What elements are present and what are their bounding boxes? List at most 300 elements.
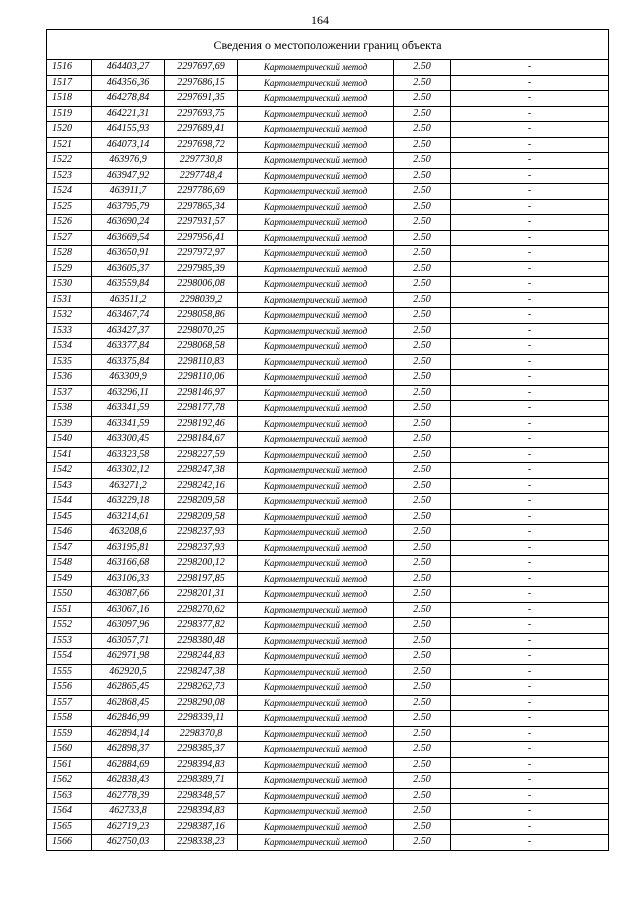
- coordinate-y-cell: 2298177,78: [165, 401, 238, 417]
- coordinate-x-cell: 463166,68: [92, 556, 165, 572]
- point-number-cell: 1533: [47, 323, 92, 339]
- description-cell: -: [451, 292, 609, 308]
- point-number-cell: 1535: [47, 354, 92, 370]
- method-cell: Картометрический метод: [238, 633, 394, 649]
- coordinate-x-cell: 463976,9: [92, 153, 165, 169]
- method-cell: Картометрический метод: [238, 525, 394, 541]
- boundary-table-sheet: [46, 29, 608, 851]
- coordinate-x-cell: 463323,58: [92, 447, 165, 463]
- description-cell: -: [451, 602, 609, 618]
- point-number-cell: 1529: [47, 261, 92, 277]
- point-number-cell: 1531: [47, 292, 92, 308]
- precision-cell: 2.50: [394, 711, 451, 727]
- description-cell: -: [451, 835, 609, 851]
- coordinate-x-cell: 462898,37: [92, 742, 165, 758]
- method-cell: Картометрический метод: [238, 168, 394, 184]
- method-cell: Картометрический метод: [238, 757, 394, 773]
- method-cell: Картометрический метод: [238, 711, 394, 727]
- table-row: [47, 277, 609, 293]
- description-cell: -: [451, 432, 609, 448]
- coordinate-x-cell: 463208,6: [92, 525, 165, 541]
- description-cell: -: [451, 153, 609, 169]
- method-cell: Картометрический метод: [238, 153, 394, 169]
- method-cell: Картометрический метод: [238, 60, 394, 76]
- coordinate-y-cell: 2297693,75: [165, 106, 238, 122]
- description-cell: -: [451, 122, 609, 138]
- precision-cell: 2.50: [394, 370, 451, 386]
- description-cell: -: [451, 556, 609, 572]
- point-number-cell: 1564: [47, 804, 92, 820]
- description-cell: -: [451, 773, 609, 789]
- description-cell: -: [451, 137, 609, 153]
- precision-cell: 2.50: [394, 168, 451, 184]
- boundary-coordinates-table: [46, 29, 609, 851]
- point-number-cell: 1555: [47, 664, 92, 680]
- coordinate-x-cell: 463511,2: [92, 292, 165, 308]
- table-row: [47, 401, 609, 417]
- precision-cell: 2.50: [394, 587, 451, 603]
- precision-cell: 2.50: [394, 571, 451, 587]
- coordinate-x-cell: 462884,69: [92, 757, 165, 773]
- description-cell: -: [451, 323, 609, 339]
- coordinate-x-cell: 463559,84: [92, 277, 165, 293]
- coordinate-x-cell: 464278,84: [92, 91, 165, 107]
- point-number-cell: 1542: [47, 463, 92, 479]
- table-row: [47, 153, 609, 169]
- precision-cell: 2.50: [394, 447, 451, 463]
- method-cell: Картометрический метод: [238, 835, 394, 851]
- coordinate-x-cell: 463300,45: [92, 432, 165, 448]
- point-number-cell: 1549: [47, 571, 92, 587]
- precision-cell: 2.50: [394, 308, 451, 324]
- point-number-cell: 1523: [47, 168, 92, 184]
- table-row: [47, 726, 609, 742]
- point-number-cell: 1553: [47, 633, 92, 649]
- coordinate-y-cell: 2298209,58: [165, 494, 238, 510]
- coordinate-x-cell: 463669,54: [92, 230, 165, 246]
- table-row: [47, 587, 609, 603]
- table-row: [47, 835, 609, 851]
- coordinate-x-cell: 463296,11: [92, 385, 165, 401]
- coordinate-x-cell: 464356,36: [92, 75, 165, 91]
- coordinate-x-cell: 463229,18: [92, 494, 165, 510]
- coordinate-x-cell: 463214,61: [92, 509, 165, 525]
- table-row: [47, 354, 609, 370]
- coordinate-x-cell: 463195,81: [92, 540, 165, 556]
- coordinate-y-cell: 2297748,4: [165, 168, 238, 184]
- table-row: [47, 416, 609, 432]
- description-cell: -: [451, 757, 609, 773]
- coordinate-y-cell: 2298146,97: [165, 385, 238, 401]
- coordinate-y-cell: 2298377,82: [165, 618, 238, 634]
- coordinate-x-cell: 463302,12: [92, 463, 165, 479]
- coordinate-y-cell: 2298380,48: [165, 633, 238, 649]
- point-number-cell: 1558: [47, 711, 92, 727]
- coordinate-y-cell: 2298110,06: [165, 370, 238, 386]
- coordinate-x-cell: 464155,93: [92, 122, 165, 138]
- table-title: Сведения о местоположении границ объекта: [47, 30, 609, 60]
- coordinate-y-cell: 2298237,93: [165, 540, 238, 556]
- precision-cell: 2.50: [394, 664, 451, 680]
- point-number-cell: 1557: [47, 695, 92, 711]
- coordinate-y-cell: 2297972,97: [165, 246, 238, 262]
- point-number-cell: 1551: [47, 602, 92, 618]
- coordinate-y-cell: 2298209,58: [165, 509, 238, 525]
- point-number-cell: 1522: [47, 153, 92, 169]
- point-number-cell: 1536: [47, 370, 92, 386]
- coordinate-y-cell: 2298339,11: [165, 711, 238, 727]
- method-cell: Картометрический метод: [238, 91, 394, 107]
- coordinate-y-cell: 2298370,8: [165, 726, 238, 742]
- description-cell: -: [451, 571, 609, 587]
- table-row: [47, 199, 609, 215]
- coordinate-y-cell: 2297730,8: [165, 153, 238, 169]
- point-number-cell: 1552: [47, 618, 92, 634]
- description-cell: -: [451, 308, 609, 324]
- coordinate-x-cell: 463690,24: [92, 215, 165, 231]
- point-number-cell: 1545: [47, 509, 92, 525]
- point-number-cell: 1532: [47, 308, 92, 324]
- description-cell: -: [451, 509, 609, 525]
- coordinate-x-cell: 463309,9: [92, 370, 165, 386]
- table-row: [47, 184, 609, 200]
- description-cell: -: [451, 385, 609, 401]
- description-cell: -: [451, 494, 609, 510]
- precision-cell: 2.50: [394, 478, 451, 494]
- coordinate-y-cell: 2298200,12: [165, 556, 238, 572]
- description-cell: -: [451, 199, 609, 215]
- point-number-cell: 1516: [47, 60, 92, 76]
- coordinate-y-cell: 2298070,25: [165, 323, 238, 339]
- coordinate-x-cell: 463341,59: [92, 416, 165, 432]
- precision-cell: 2.50: [394, 277, 451, 293]
- table-row: [47, 494, 609, 510]
- table-row: [47, 60, 609, 76]
- coordinate-y-cell: 2298201,31: [165, 587, 238, 603]
- coordinate-y-cell: 2297786,69: [165, 184, 238, 200]
- table-row: [47, 122, 609, 138]
- table-row: [47, 680, 609, 696]
- point-number-cell: 1526: [47, 215, 92, 231]
- table-row: [47, 106, 609, 122]
- method-cell: Картометрический метод: [238, 75, 394, 91]
- precision-cell: 2.50: [394, 602, 451, 618]
- description-cell: -: [451, 711, 609, 727]
- coordinate-x-cell: 463067,16: [92, 602, 165, 618]
- coordinate-y-cell: 2297985,39: [165, 261, 238, 277]
- description-cell: -: [451, 168, 609, 184]
- coordinate-y-cell: 2298068,58: [165, 339, 238, 355]
- precision-cell: 2.50: [394, 137, 451, 153]
- coordinate-x-cell: 463271,2: [92, 478, 165, 494]
- description-cell: -: [451, 370, 609, 386]
- description-cell: -: [451, 478, 609, 494]
- precision-cell: 2.50: [394, 354, 451, 370]
- method-cell: Картометрический метод: [238, 478, 394, 494]
- description-cell: -: [451, 91, 609, 107]
- coordinate-x-cell: 463087,66: [92, 587, 165, 603]
- table-row: [47, 385, 609, 401]
- point-number-cell: 1524: [47, 184, 92, 200]
- table-row: [47, 230, 609, 246]
- description-cell: -: [451, 525, 609, 541]
- description-cell: -: [451, 633, 609, 649]
- coordinate-y-cell: 2297931,57: [165, 215, 238, 231]
- page-number: 164: [311, 13, 329, 27]
- coordinate-x-cell: 462865,45: [92, 680, 165, 696]
- table-row: [47, 215, 609, 231]
- precision-cell: 2.50: [394, 261, 451, 277]
- coordinate-x-cell: 464221,31: [92, 106, 165, 122]
- point-number-cell: 1548: [47, 556, 92, 572]
- method-cell: Картометрический метод: [238, 308, 394, 324]
- table-row: [47, 695, 609, 711]
- coordinate-x-cell: 463427,37: [92, 323, 165, 339]
- coordinate-x-cell: 462894,14: [92, 726, 165, 742]
- method-cell: Картометрический метод: [238, 618, 394, 634]
- precision-cell: 2.50: [394, 742, 451, 758]
- precision-cell: 2.50: [394, 122, 451, 138]
- table-row: [47, 478, 609, 494]
- point-number-cell: 1563: [47, 788, 92, 804]
- coordinate-y-cell: 2297689,41: [165, 122, 238, 138]
- precision-cell: 2.50: [394, 788, 451, 804]
- precision-cell: 2.50: [394, 91, 451, 107]
- method-cell: Картометрический метод: [238, 199, 394, 215]
- precision-cell: 2.50: [394, 153, 451, 169]
- precision-cell: 2.50: [394, 540, 451, 556]
- description-cell: -: [451, 354, 609, 370]
- description-cell: -: [451, 246, 609, 262]
- precision-cell: 2.50: [394, 215, 451, 231]
- precision-cell: 2.50: [394, 494, 451, 510]
- description-cell: -: [451, 261, 609, 277]
- table-row: [47, 168, 609, 184]
- table-row: [47, 323, 609, 339]
- method-cell: Картометрический метод: [238, 370, 394, 386]
- point-number-cell: 1534: [47, 339, 92, 355]
- method-cell: Картометрический метод: [238, 540, 394, 556]
- point-number-cell: 1554: [47, 649, 92, 665]
- method-cell: Картометрический метод: [238, 680, 394, 696]
- coordinate-y-cell: 2298394,83: [165, 757, 238, 773]
- table-row: [47, 742, 609, 758]
- method-cell: Картометрический метод: [238, 463, 394, 479]
- precision-cell: 2.50: [394, 726, 451, 742]
- method-cell: Картометрический метод: [238, 122, 394, 138]
- precision-cell: 2.50: [394, 385, 451, 401]
- point-number-cell: 1525: [47, 199, 92, 215]
- precision-cell: 2.50: [394, 184, 451, 200]
- method-cell: Картометрический метод: [238, 215, 394, 231]
- method-cell: Картометрический метод: [238, 277, 394, 293]
- table-row: [47, 246, 609, 262]
- coordinate-x-cell: 462920,5: [92, 664, 165, 680]
- coordinate-y-cell: 2298006,08: [165, 277, 238, 293]
- coordinate-x-cell: 463106,33: [92, 571, 165, 587]
- precision-cell: 2.50: [394, 819, 451, 835]
- coordinate-y-cell: 2298244,83: [165, 649, 238, 665]
- method-cell: Картометрический метод: [238, 494, 394, 510]
- precision-cell: 2.50: [394, 339, 451, 355]
- description-cell: -: [451, 680, 609, 696]
- method-cell: Картометрический метод: [238, 509, 394, 525]
- method-cell: Картометрический метод: [238, 819, 394, 835]
- precision-cell: 2.50: [394, 432, 451, 448]
- coordinate-y-cell: 2297686,15: [165, 75, 238, 91]
- method-cell: Картометрический метод: [238, 773, 394, 789]
- precision-cell: 2.50: [394, 60, 451, 76]
- coordinate-y-cell: 2297698,72: [165, 137, 238, 153]
- table-row: [47, 447, 609, 463]
- table-row: [47, 370, 609, 386]
- method-cell: Картометрический метод: [238, 447, 394, 463]
- table-row: [47, 75, 609, 91]
- coordinate-y-cell: 2298110,83: [165, 354, 238, 370]
- coordinate-x-cell: 463057,71: [92, 633, 165, 649]
- method-cell: Картометрический метод: [238, 354, 394, 370]
- precision-cell: 2.50: [394, 292, 451, 308]
- precision-cell: 2.50: [394, 773, 451, 789]
- table-row: [47, 773, 609, 789]
- method-cell: Картометрический метод: [238, 432, 394, 448]
- precision-cell: 2.50: [394, 835, 451, 851]
- method-cell: Картометрический метод: [238, 804, 394, 820]
- point-number-cell: 1565: [47, 819, 92, 835]
- table-row: [47, 788, 609, 804]
- coordinate-x-cell: 462719,23: [92, 819, 165, 835]
- table-row: [47, 633, 609, 649]
- description-cell: -: [451, 75, 609, 91]
- point-number-cell: 1537: [47, 385, 92, 401]
- description-cell: -: [451, 788, 609, 804]
- description-cell: -: [451, 618, 609, 634]
- precision-cell: 2.50: [394, 556, 451, 572]
- method-cell: Картометрический метод: [238, 695, 394, 711]
- method-cell: Картометрический метод: [238, 292, 394, 308]
- point-number-cell: 1538: [47, 401, 92, 417]
- coordinate-x-cell: 462846,99: [92, 711, 165, 727]
- coordinate-y-cell: 2298192,46: [165, 416, 238, 432]
- coordinate-x-cell: 462838,43: [92, 773, 165, 789]
- point-number-cell: 1540: [47, 432, 92, 448]
- coordinate-y-cell: 2298227,59: [165, 447, 238, 463]
- description-cell: -: [451, 230, 609, 246]
- coordinate-y-cell: 2298242,16: [165, 478, 238, 494]
- table-row: [47, 339, 609, 355]
- method-cell: Картометрический метод: [238, 323, 394, 339]
- method-cell: Картометрический метод: [238, 556, 394, 572]
- point-number-cell: 1518: [47, 91, 92, 107]
- table-row: [47, 509, 609, 525]
- coordinate-x-cell: 463947,92: [92, 168, 165, 184]
- description-cell: -: [451, 106, 609, 122]
- coordinate-x-cell: 463375,84: [92, 354, 165, 370]
- precision-cell: 2.50: [394, 463, 451, 479]
- coordinate-x-cell: 464073,14: [92, 137, 165, 153]
- precision-cell: 2.50: [394, 525, 451, 541]
- precision-cell: 2.50: [394, 509, 451, 525]
- description-cell: -: [451, 742, 609, 758]
- method-cell: Картометрический метод: [238, 649, 394, 665]
- coordinate-x-cell: 463097,96: [92, 618, 165, 634]
- precision-cell: 2.50: [394, 649, 451, 665]
- method-cell: Картометрический метод: [238, 246, 394, 262]
- table-row: [47, 664, 609, 680]
- description-cell: -: [451, 804, 609, 820]
- coordinate-x-cell: 462750,03: [92, 835, 165, 851]
- point-number-cell: 1543: [47, 478, 92, 494]
- precision-cell: 2.50: [394, 401, 451, 417]
- precision-cell: 2.50: [394, 246, 451, 262]
- method-cell: Картометрический метод: [238, 106, 394, 122]
- coordinate-y-cell: 2298247,38: [165, 664, 238, 680]
- precision-cell: 2.50: [394, 680, 451, 696]
- point-number-cell: 1546: [47, 525, 92, 541]
- coordinate-y-cell: 2298270,62: [165, 602, 238, 618]
- description-cell: -: [451, 664, 609, 680]
- table-row: [47, 602, 609, 618]
- description-cell: -: [451, 416, 609, 432]
- coordinate-x-cell: 462971,98: [92, 649, 165, 665]
- coordinate-y-cell: 2298197,85: [165, 571, 238, 587]
- point-number-cell: 1566: [47, 835, 92, 851]
- table-row: [47, 463, 609, 479]
- point-number-cell: 1561: [47, 757, 92, 773]
- point-number-cell: 1528: [47, 246, 92, 262]
- coordinate-y-cell: 2298262,73: [165, 680, 238, 696]
- method-cell: Картометрический метод: [238, 137, 394, 153]
- point-number-cell: 1527: [47, 230, 92, 246]
- coordinate-y-cell: 2298338,23: [165, 835, 238, 851]
- table-row: [47, 819, 609, 835]
- method-cell: Картометрический метод: [238, 339, 394, 355]
- table-row: [47, 804, 609, 820]
- coordinate-x-cell: 462733,8: [92, 804, 165, 820]
- coordinate-y-cell: 2298385,37: [165, 742, 238, 758]
- method-cell: Картометрический метод: [238, 261, 394, 277]
- table-title-row: [47, 30, 609, 60]
- description-cell: -: [451, 184, 609, 200]
- point-number-cell: 1539: [47, 416, 92, 432]
- coordinate-x-cell: 463911,7: [92, 184, 165, 200]
- description-cell: -: [451, 215, 609, 231]
- point-number-cell: 1541: [47, 447, 92, 463]
- coordinate-y-cell: 2298039,2: [165, 292, 238, 308]
- method-cell: Картометрический метод: [238, 184, 394, 200]
- precision-cell: 2.50: [394, 804, 451, 820]
- method-cell: Картометрический метод: [238, 726, 394, 742]
- table-row: [47, 525, 609, 541]
- coordinate-x-cell: 463795,79: [92, 199, 165, 215]
- description-cell: -: [451, 819, 609, 835]
- precision-cell: 2.50: [394, 106, 451, 122]
- point-number-cell: 1521: [47, 137, 92, 153]
- coordinate-y-cell: 2297956,41: [165, 230, 238, 246]
- coordinate-y-cell: 2298058,86: [165, 308, 238, 324]
- description-cell: -: [451, 649, 609, 665]
- table-row: [47, 556, 609, 572]
- precision-cell: 2.50: [394, 199, 451, 215]
- coordinate-x-cell: 463341,59: [92, 401, 165, 417]
- coordinate-x-cell: 463377,84: [92, 339, 165, 355]
- point-number-cell: 1556: [47, 680, 92, 696]
- point-number-cell: 1517: [47, 75, 92, 91]
- coordinate-x-cell: 463605,37: [92, 261, 165, 277]
- description-cell: -: [451, 339, 609, 355]
- table-row: [47, 618, 609, 634]
- table-row: [47, 711, 609, 727]
